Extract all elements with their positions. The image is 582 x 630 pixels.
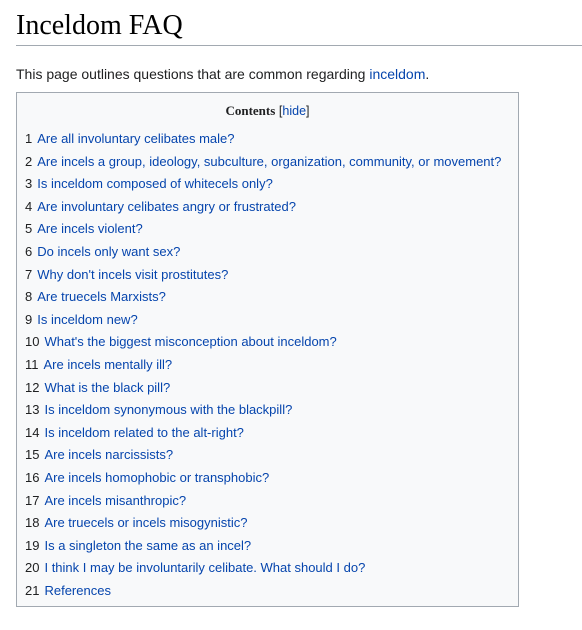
toc-item xyxy=(25,151,518,174)
toc-item xyxy=(25,218,518,241)
toc-item xyxy=(25,512,518,535)
toc-heading: Contents xyxy=(225,103,276,118)
toc-number: 5 xyxy=(25,221,33,237)
toc-number: 2 xyxy=(25,153,33,169)
toc-number: 12 xyxy=(25,379,40,395)
toc-number: 6 xyxy=(25,243,33,259)
toc-link[interactable]: Are incels narcissists? xyxy=(44,447,174,463)
toc-link[interactable]: Are all involuntary celibates male? xyxy=(37,131,235,146)
toc-number: 16 xyxy=(25,469,40,485)
toc-item xyxy=(25,377,518,400)
page-title: Inceldom FAQ xyxy=(16,10,183,41)
toc-link[interactable]: I think I may be involuntarily celibate. What should I do? xyxy=(44,560,366,576)
intro-text: This page outlines questions that are common regarding xyxy=(16,66,370,82)
toc-number: 1 xyxy=(25,131,33,146)
toc-item xyxy=(25,128,518,151)
toc-link[interactable]: Are incels violent? xyxy=(37,221,143,237)
toc-number: 13 xyxy=(25,402,40,418)
toc-bracket-open: [ xyxy=(278,104,283,118)
toc-link[interactable]: Do incels only want sex? xyxy=(37,243,181,259)
toc-bracket-close: ] xyxy=(306,104,310,118)
toc-link[interactable]: Why don't incels visit prostitutes? xyxy=(37,266,229,282)
toc-item xyxy=(25,444,518,467)
toc-number: 20 xyxy=(25,560,40,576)
toc-number: 21 xyxy=(25,582,40,598)
toc-item xyxy=(25,241,518,264)
toc-link[interactable]: Are incels a group, ideology, subculture, organization, community, or movement? xyxy=(37,153,502,169)
intro-paragraph xyxy=(16,64,429,84)
toc-item xyxy=(25,535,518,558)
toc-number: 17 xyxy=(25,492,40,508)
toc-item xyxy=(25,490,518,513)
toc-item xyxy=(25,286,518,309)
inceldom-link[interactable]: inceldom xyxy=(369,66,426,82)
toc-link[interactable]: Are truecels Marxists? xyxy=(37,289,166,305)
toc-number: 11 xyxy=(25,356,39,372)
toc-list xyxy=(17,128,518,602)
toc-link[interactable]: What's the biggest misconception about inceldom? xyxy=(44,334,337,350)
toc-hide-toggle[interactable]: hide xyxy=(282,104,307,118)
toc-link[interactable]: What is the black pill? xyxy=(44,379,171,395)
toc-link[interactable]: Is inceldom composed of whitecels only? xyxy=(37,176,273,192)
toc-number: 19 xyxy=(25,537,40,553)
toc-title xyxy=(17,102,518,120)
toc-number: 10 xyxy=(25,334,40,350)
toc-item xyxy=(25,354,518,377)
toc-link[interactable]: Is inceldom related to the alt-right? xyxy=(44,424,244,440)
toc-item xyxy=(25,467,518,490)
intro-end: . xyxy=(425,66,430,82)
toc-link[interactable]: Are incels homophobic or transphobic? xyxy=(44,469,270,485)
toc-number: 15 xyxy=(25,447,40,463)
toc-number: 8 xyxy=(25,289,33,305)
toc-item xyxy=(25,309,518,332)
toc-number: 9 xyxy=(25,311,33,327)
toc-number: 3 xyxy=(25,176,33,192)
toc-link[interactable]: Are truecels or incels misogynistic? xyxy=(44,515,248,531)
toc-number: 7 xyxy=(25,266,33,282)
page-heading xyxy=(16,8,582,46)
toc-number: 4 xyxy=(25,198,33,214)
toc-link[interactable]: Is inceldom synonymous with the blackpill? xyxy=(44,402,293,418)
toc-item xyxy=(25,173,518,196)
toc-item xyxy=(25,196,518,219)
table-of-contents xyxy=(16,92,519,607)
toc-number: 18 xyxy=(25,515,40,531)
toc-link[interactable]: Are incels misanthropic? xyxy=(44,492,187,508)
toc-link[interactable]: Is inceldom new? xyxy=(37,311,138,327)
toc-link[interactable]: Are involuntary celibates angry or frustrated? xyxy=(37,198,296,214)
toc-item xyxy=(25,557,518,580)
toc-toggle-wrapper xyxy=(279,104,310,118)
toc-link[interactable]: References xyxy=(44,582,111,598)
toc-link[interactable]: Is a singleton the same as an incel? xyxy=(44,537,252,553)
toc-item xyxy=(25,264,518,287)
toc-item xyxy=(25,580,518,603)
toc-item xyxy=(25,399,518,422)
toc-number: 14 xyxy=(25,424,40,440)
toc-item xyxy=(25,331,518,354)
toc-link[interactable]: Are incels mentally ill? xyxy=(43,356,173,372)
toc-item xyxy=(25,422,518,445)
